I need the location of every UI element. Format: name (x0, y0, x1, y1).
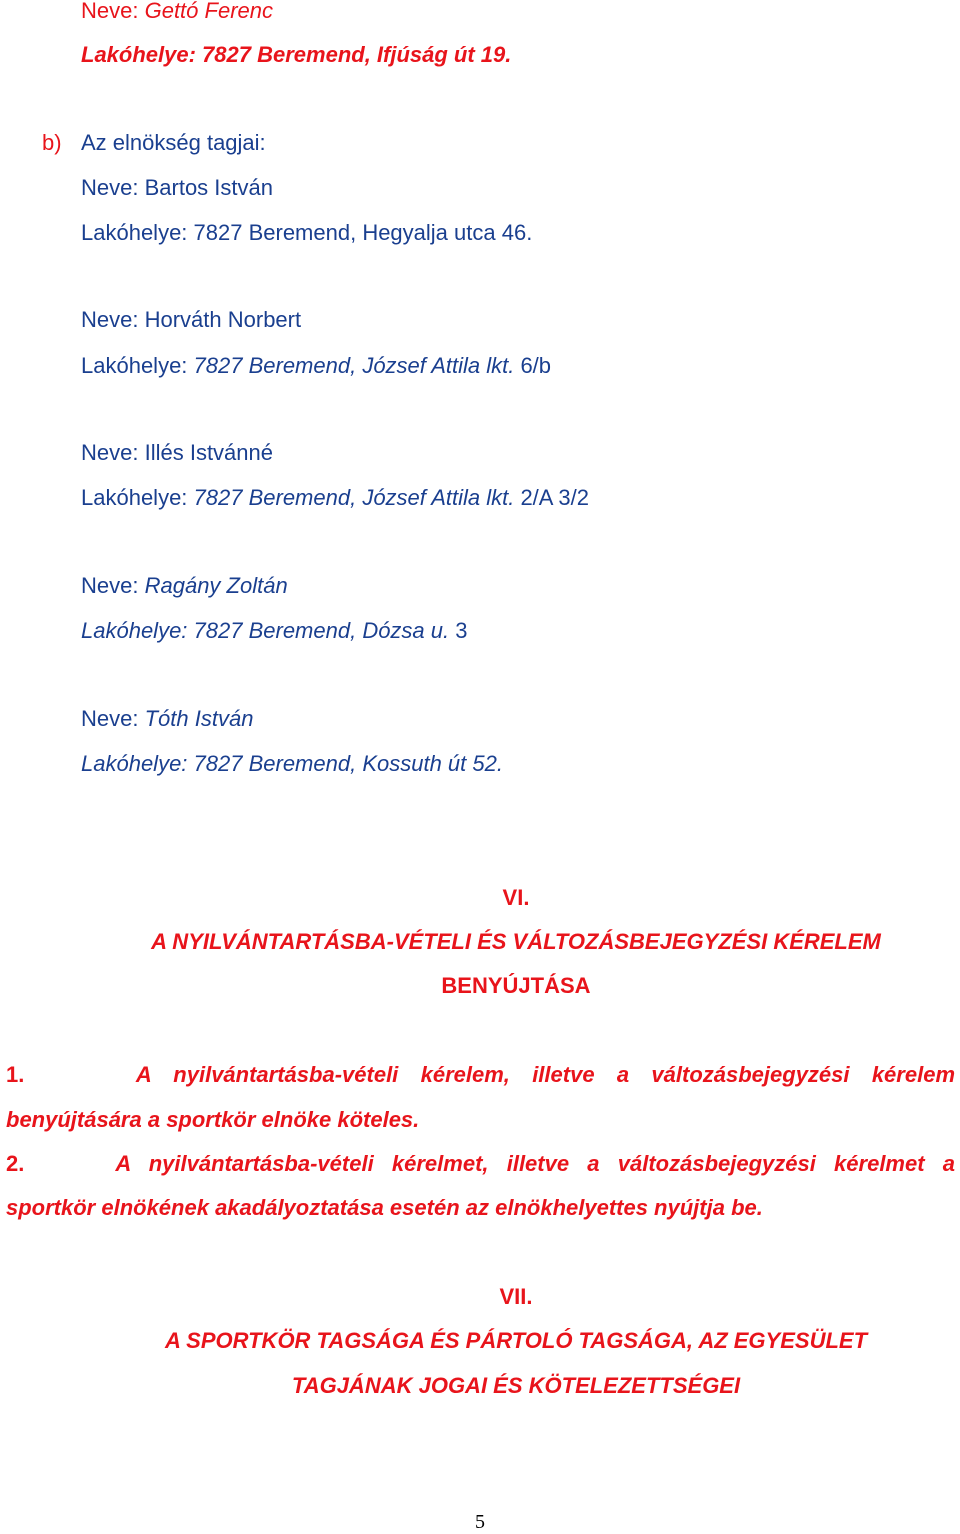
address-label: Lakóhelye: (81, 220, 194, 245)
member-address: 7827 Beremend, Kossuth út 52. (193, 751, 503, 776)
address-label: Lakóhelye: (81, 751, 194, 776)
member-address-line (81, 751, 503, 777)
section-vi-item-1-line1 (6, 1062, 955, 1088)
item-text: A nyilvántartásba-vételi kérelem, illetve a változásbejegyzési kérelem (135, 1062, 956, 1087)
name-label: Neve: (81, 440, 145, 465)
board-heading-line (42, 130, 266, 156)
president-name-line (81, 0, 273, 24)
member-name-line (81, 175, 273, 201)
address-label: Lakóhelye: (81, 42, 203, 67)
member-address-tail: 3 (449, 618, 468, 643)
member-address-tail: 6/b (514, 353, 552, 378)
member-name: Ragány Zoltán (144, 573, 288, 598)
member-address: 7827 Beremend, Dózsa u. (193, 618, 450, 643)
name-label: Neve: (81, 307, 145, 332)
page-number: 5 (475, 1511, 485, 1533)
section-vi-title-line2: BENYÚJTÁSA (441, 973, 591, 998)
address-label: Lakóhelye: (81, 353, 194, 378)
member-address-tail: 2/A 3/2 (514, 485, 589, 510)
name-label: Neve: (81, 175, 145, 200)
member-name-line (81, 440, 273, 466)
board-heading: Az elnökség tagjai: (81, 130, 266, 155)
president-name: Gettó Ferenc (144, 0, 273, 23)
member-address-line (81, 485, 589, 511)
section-vi-title-line1: A NYILVÁNTARTÁSBA-VÉTELI ÉS VÁLTOZÁSBEJEGYZÉSI KÉRELEM (151, 929, 881, 954)
member-address: 7827 Beremend, József Attila lkt. (193, 485, 515, 510)
member-name: Tóth István (144, 706, 254, 731)
item-number: 2. (6, 1151, 25, 1176)
member-address: 7827 Beremend, József Attila lkt. (193, 353, 515, 378)
section-vi-number: VI. (502, 885, 530, 910)
member-address-line (81, 618, 468, 644)
member-name: Horváth Norbert (144, 307, 302, 332)
member-name-line (81, 307, 301, 333)
president-address-line (81, 42, 511, 68)
section-vi-item-2-line1 (6, 1151, 955, 1177)
section-vii-title-line2: TAGJÁNAK JOGAI ÉS KÖTELEZETTSÉGEI (291, 1373, 741, 1398)
president-address: 7827 Beremend, Ifjúság út 19. (202, 42, 512, 67)
member-address: 7827 Beremend, Hegyalja utca 46. (193, 220, 533, 245)
name-label: Neve: (81, 706, 145, 731)
member-name-line (81, 573, 288, 599)
list-marker-b: b) (42, 130, 62, 155)
member-name: Bartos István (144, 175, 273, 200)
item-text: A nyilvántartásba-vételi kérelmet, illetve a változásbejegyzési kérelmet a (115, 1151, 956, 1176)
section-vi-item-2-line2: sportkör elnökének akadályoztatása esetén az elnökhelyettes nyújtja be. (6, 1195, 763, 1220)
address-label: Lakóhelye: (81, 618, 194, 643)
member-name-line (81, 706, 253, 732)
item-number: 1. (6, 1062, 25, 1087)
name-label: Neve: (81, 573, 145, 598)
member-address-line (81, 220, 532, 246)
member-address-line (81, 353, 551, 379)
section-vii-number: VII. (499, 1284, 533, 1309)
section-vi-item-1-line2: benyújtására a sportkör elnöke köteles. (6, 1107, 420, 1132)
section-vii-title-line1: A SPORTKÖR TAGSÁGA ÉS PÁRTOLÓ TAGSÁGA, AZ EGYESÜLET (164, 1328, 868, 1353)
member-name: Illés Istvánné (144, 440, 273, 465)
address-label: Lakóhelye: (81, 485, 194, 510)
name-label: Neve: (81, 0, 145, 23)
